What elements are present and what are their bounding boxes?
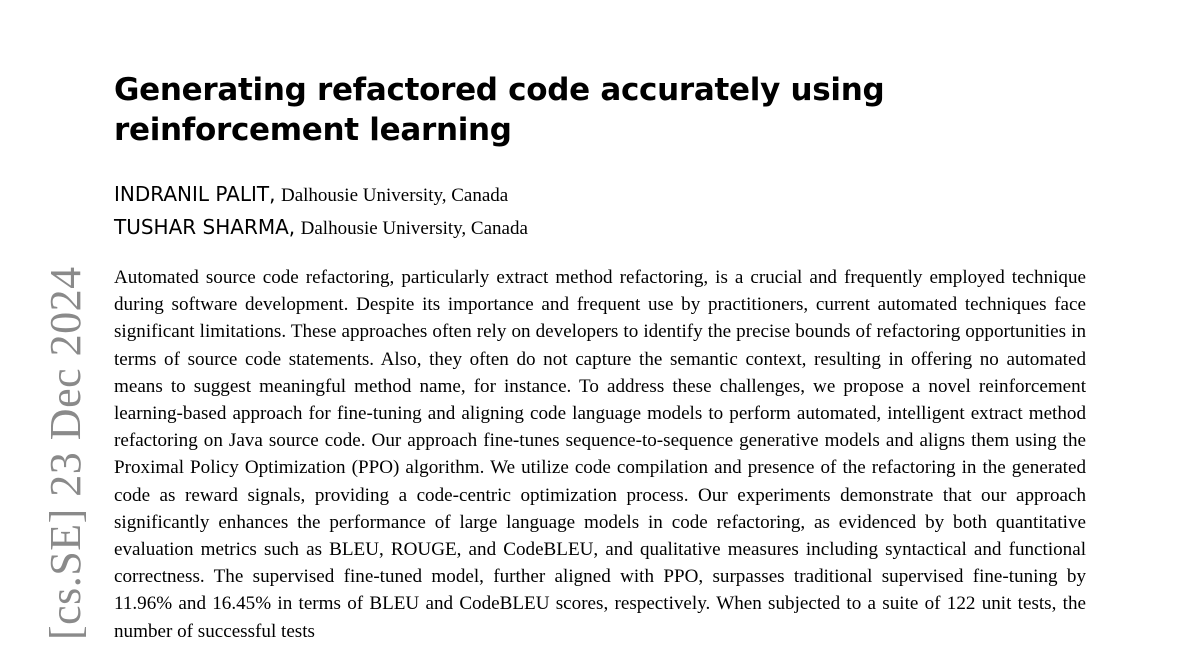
abstract-paragraph: Automated source code refactoring, particularly extract method refactoring, is a crucial and frequently employed technique during software development. Despite its importance and frequent use by practitioners, current automated techniques face significant limitations. These approaches often rely on developers to identify the precise bounds of refactoring opportunities in terms of source code statements. Also, they often do not capture the semantic context, resulting in offering no automated means to suggest meaningful method name, for instance. To address these challenges, we propose a novel reinforcement learning-based approach for fine-tuning and aligning code language models to perform automated, intelligent extract method refactoring on Java source code. Our approach fine-tunes sequence-to-sequence generative models and aligns them using the Proximal Policy Optimization (PPO) algorithm. We utilize code compilation and presence of the refactoring in the generated code as reward signals, providing a code-centric optimization process. Our experiments demonstrate that our approach significantly enhances the performance of large language models in code refactoring, as evidenced by both quantitative evaluation metrics such as BLEU, ROUGE, and CodeBLEU, and qualitative measures including syntactical and functional correctness. The supervised fine-tuned model, further aligned with PPO, surpasses traditional supervised fine-tuning by 11.96% and 16.45% in terms of BLEU and CodeBLEU scores, respectively. When subjected to a suite of 122 unit tests, the number of successful tests	[114, 267, 1086, 642]
author-list	[114, 178, 1086, 244]
paper-title: Generating refactored code accurately using reinforcement learning	[114, 72, 885, 148]
author-affiliation: Dalhousie University, Canada	[300, 218, 528, 239]
paper-header	[114, 70, 1086, 664]
author-name: INDRANIL PALIT	[114, 182, 270, 206]
author-entry: INDRANIL PALIT, Dalhousie University, Canada	[114, 182, 509, 206]
arxiv-sidebar	[30, 210, 90, 640]
arxiv-identifier-stamp: [cs.SE] 23 Dec 2024	[41, 266, 90, 640]
author-affiliation: Dalhousie University, Canada	[280, 185, 509, 206]
author-entry: TUSHAR SHARMA, Dalhousie University, Canada	[114, 215, 528, 239]
author-name: TUSHAR SHARMA	[114, 215, 289, 239]
